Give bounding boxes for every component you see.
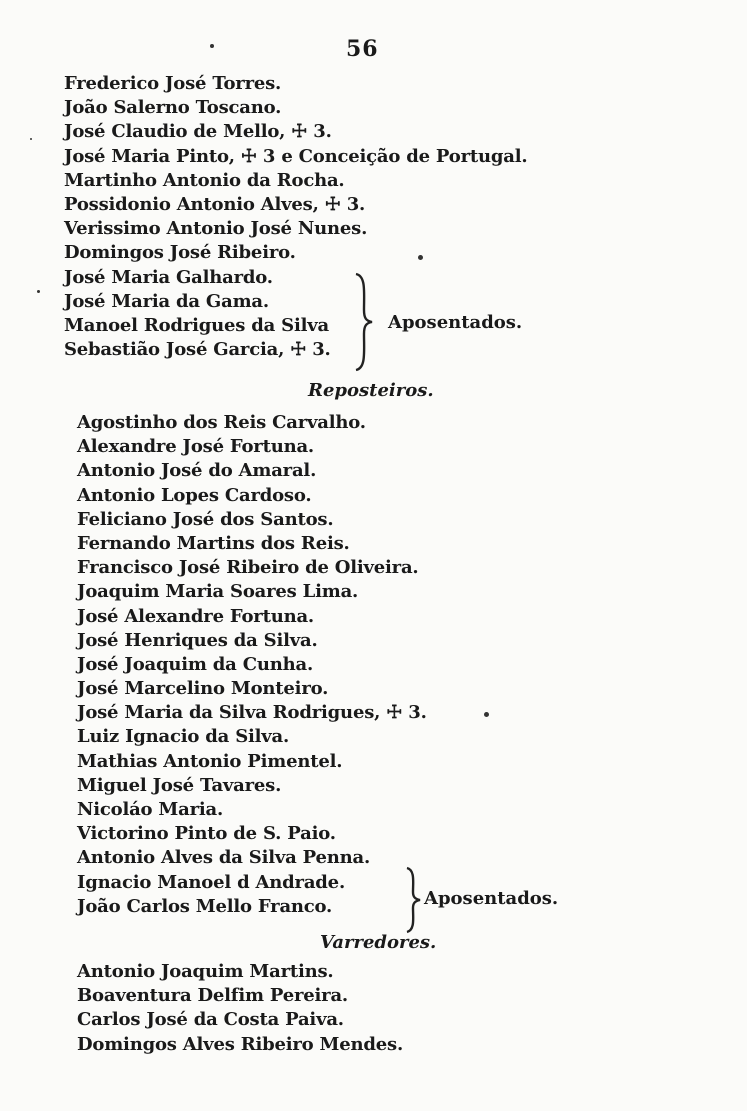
list-item: Fernando Martins dos Reis. xyxy=(77,532,350,554)
list-item: Francisco José Ribeiro de Oliveira. xyxy=(77,557,419,579)
right-brace-icon xyxy=(404,866,424,934)
section-heading-reposteiros: Reposteiros. xyxy=(308,380,434,401)
list-item: José Maria da Silva Rodrigues, ☩ 3. xyxy=(77,702,427,724)
list-item: Domingos Alves Ribeiro Mendes. xyxy=(77,1033,404,1055)
list-item: João Salerno Toscano. xyxy=(64,97,282,119)
list-item: Luiz Ignacio da Silva. xyxy=(77,726,290,748)
ink-speck xyxy=(30,138,32,140)
section-heading-varredores: Varredores. xyxy=(320,932,437,953)
list-item: Antonio Alves da Silva Penna. xyxy=(77,847,371,869)
list-item: Verissimo Antonio José Nunes. xyxy=(64,218,368,240)
list-item: João Carlos Mello Franco. xyxy=(77,895,333,917)
list-item: Boaventura Delfim Pereira. xyxy=(77,985,348,1007)
list-item: Sebastião José Garcia, ☩ 3. xyxy=(64,339,331,361)
list-item: José Alexandre Fortuna. xyxy=(77,605,315,627)
list-item: Agostinho dos Reis Carvalho. xyxy=(77,412,366,433)
list-item: Nicoláo Maria. xyxy=(77,799,224,820)
list-item: Antonio Lopes Cardoso. xyxy=(77,484,312,506)
list-item: Alexandre José Fortuna. xyxy=(77,436,315,458)
list-item: Frederico José Torres. xyxy=(64,73,282,94)
list-item: Victorino Pinto de S. Paio. xyxy=(77,823,336,845)
list-item: Antonio Joaquim Martins. xyxy=(77,961,334,982)
retired-label: Aposentados. xyxy=(424,888,559,909)
list-item: José Maria da Gama. xyxy=(64,290,269,312)
right-brace-icon xyxy=(352,272,376,372)
list-item: José Marcelino Monteiro. xyxy=(77,678,329,700)
section-varredores-list xyxy=(77,960,403,1057)
section-reposteiros-list xyxy=(77,411,427,919)
list-item: Manoel Rodrigues da Silva xyxy=(64,314,329,336)
list-item: Carlos José da Costa Paiva. xyxy=(77,1009,344,1031)
list-item: José Maria Pinto, ☩ 3 e Conceição de Portugal. xyxy=(64,145,528,167)
ink-speck xyxy=(418,255,423,260)
list-item: José Henriques da Silva. xyxy=(77,629,318,651)
list-item: José Maria Galhardo. xyxy=(64,266,273,288)
list-item: Martinho Antonio da Rocha. xyxy=(64,169,345,191)
list-item: Ignacio Manoel d Andrade. xyxy=(77,871,346,893)
list-item: Miguel José Tavares. xyxy=(77,774,282,796)
list-item: Antonio José do Amaral. xyxy=(77,460,317,482)
list-item: José Claudio de Mello, ☩ 3. xyxy=(64,121,332,143)
ink-speck xyxy=(484,712,489,717)
list-item: Possidonio Antonio Alves, ☩ 3. xyxy=(64,193,366,215)
page-number: 56 xyxy=(346,36,379,62)
list-item: José Joaquim da Cunha. xyxy=(77,653,314,675)
list-item: Joaquim Maria Soares Lima. xyxy=(77,581,359,603)
ink-speck xyxy=(37,290,40,293)
retired-label: Aposentados. xyxy=(388,312,523,333)
list-item: Domingos José Ribeiro. xyxy=(64,242,296,264)
list-item: Mathias Antonio Pimentel. xyxy=(77,750,343,772)
list-item: Feliciano José dos Santos. xyxy=(77,508,334,530)
ink-speck xyxy=(210,44,214,48)
